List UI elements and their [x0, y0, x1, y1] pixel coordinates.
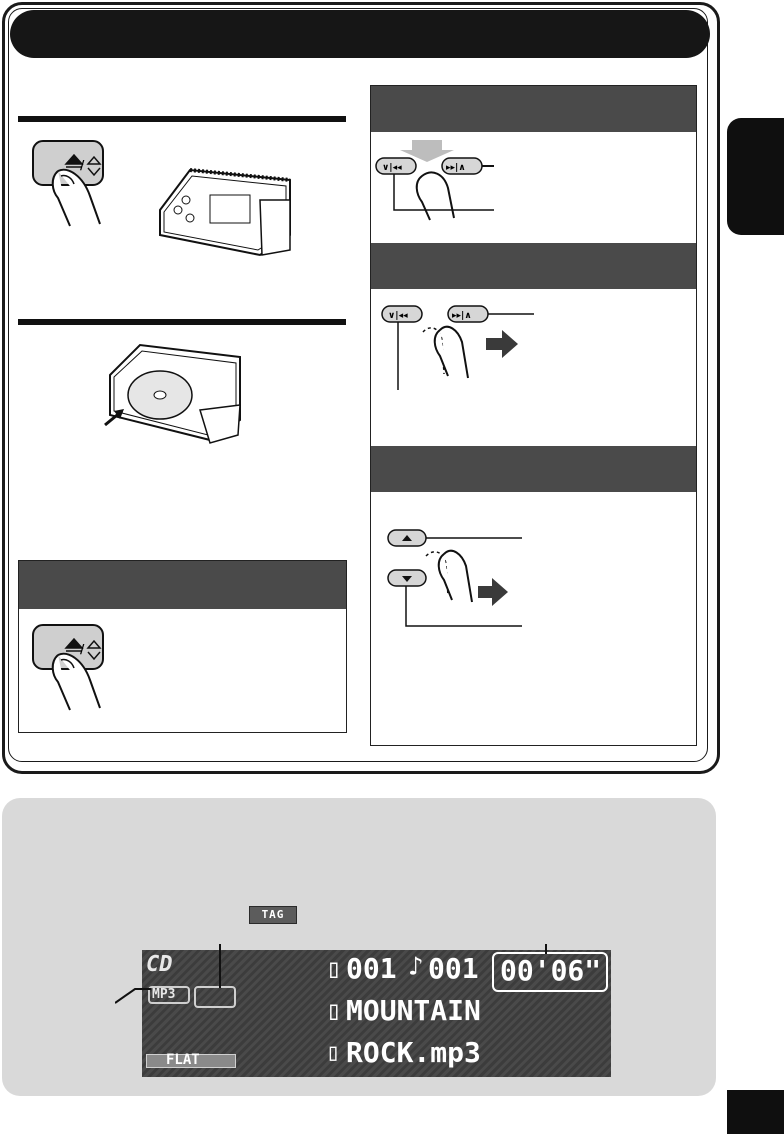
cd-insert-illustration — [100, 335, 250, 450]
eq-indicator: FLAT — [166, 1052, 200, 1068]
track-select-illustration — [372, 136, 502, 226]
folder-icon-2: ▯ — [326, 996, 342, 1026]
file-name: ROCK.mp3 — [346, 1036, 481, 1069]
svg-text:/: / — [80, 158, 85, 172]
fast-search-illustration — [378, 300, 548, 400]
folder-select-illustration — [384, 526, 529, 631]
tag-callout — [219, 944, 221, 988]
track-select-header — [371, 86, 696, 132]
section-rule-insert — [18, 319, 346, 325]
lcd-display — [142, 950, 611, 1077]
tag-indicator: TAG — [249, 906, 297, 924]
faceplate-open-illustration — [150, 140, 300, 260]
folder-number: 001 — [346, 952, 397, 985]
mp3-callout — [115, 985, 155, 1005]
mp3-indicator: MP3 — [152, 987, 176, 1002]
folder-icon: ▯ — [326, 954, 342, 984]
cd-logo: CD — [146, 952, 173, 977]
folder-name: MOUNTAIN — [346, 994, 481, 1027]
time-callout — [545, 944, 547, 954]
language-tab — [727, 118, 784, 235]
fast-search-header — [371, 243, 696, 289]
tag-indicator-frame — [194, 986, 236, 1008]
track-number: 001 — [428, 952, 479, 985]
title-bar — [10, 10, 710, 58]
file-icon: ▯ — [326, 1038, 341, 1066]
svg-text:▸▸|∧: ▸▸|∧ — [452, 311, 472, 321]
eject-section-header — [19, 561, 346, 609]
svg-text:∨|◂◂: ∨|◂◂ — [382, 163, 402, 173]
music-note-icon: ♪ — [408, 952, 424, 982]
svg-text:∨|◂◂: ∨|◂◂ — [388, 311, 408, 321]
callout-line — [482, 165, 494, 167]
svg-text:/: / — [80, 642, 85, 656]
section-rule-open — [18, 116, 346, 122]
svg-text:▸▸|∧: ▸▸|∧ — [446, 163, 466, 173]
folder-select-header — [371, 446, 696, 492]
play-time: 00'06" — [500, 954, 602, 987]
eject-icon — [32, 136, 56, 160]
page-number-tab — [727, 1090, 784, 1134]
eject-button-illustration-2 — [28, 620, 118, 715]
